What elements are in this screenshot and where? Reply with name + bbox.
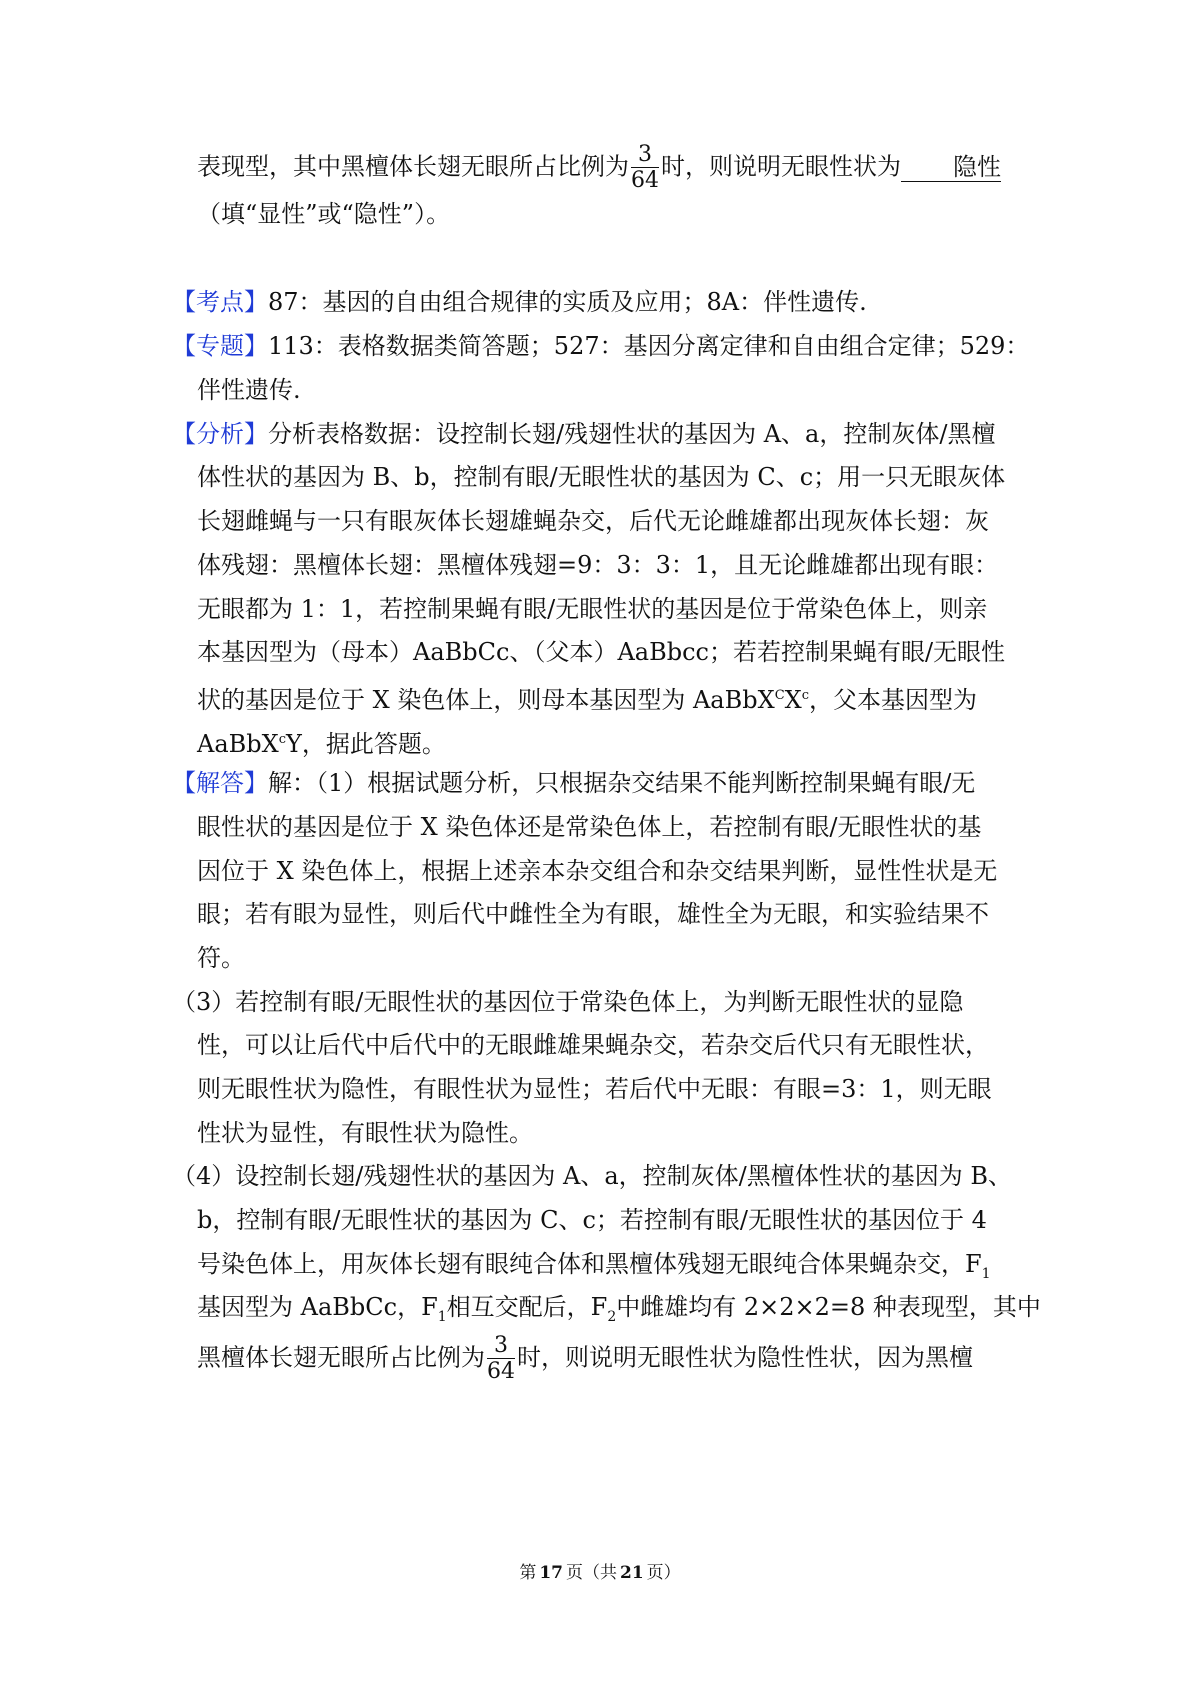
text-line <box>197 1293 1041 1331</box>
text-segment: 时，则说明无眼性状为隐性性状，因为黑檀 <box>517 1343 973 1372</box>
text-segment: 时，则说明无眼性状为 <box>661 152 901 181</box>
page-footer <box>0 1561 1200 1585</box>
fenxi-tag: 【分析】 <box>172 420 268 448</box>
text-line <box>197 726 446 758</box>
superscript: C <box>774 688 785 703</box>
text-segment: 状的基因是位于 X 染色体上，则母本基因型为 AaBbX <box>197 686 775 714</box>
text-line <box>197 1335 973 1383</box>
jieda-text: 解：（1）根据试题分析，只根据杂交结果不能判断控制果蝇有眼/无 <box>268 769 976 797</box>
fraction-numerator: 3 <box>631 144 659 168</box>
zhuanti-tag: 【专题】 <box>172 332 268 360</box>
text-segment: 相互交配后，F <box>446 1293 608 1321</box>
subscript: 2 <box>607 1308 617 1325</box>
text-line: 无眼都为 1：1，若控制果蝇有眼/无眼性状的基因是位于常染色体上，则亲 <box>197 595 988 623</box>
text-line: 本基因型为（母本）AaBbCc、（父本）AaBbcc；若若控制果蝇有眼/无眼性 <box>197 638 1006 666</box>
text-line: 则无眼性状为隐性，有眼性状为显性；若后代中无眼：有眼=3：1，则无眼 <box>197 1075 992 1103</box>
fraction <box>631 144 659 192</box>
fraction <box>487 1335 515 1383</box>
superscript: c <box>801 688 810 703</box>
jieda-line <box>172 769 975 797</box>
text-line: 眼性状的基因是位于 X 染色体还是常染色体上，若控制有眼/无眼性状的基 <box>197 813 982 841</box>
fraction-denominator: 64 <box>487 1359 515 1384</box>
text-segment: ，父本基因型为 <box>809 686 978 714</box>
answer-blank: 隐性 <box>901 153 1001 182</box>
text-line: 性，可以让后代中后代中的无眼雌雄果蝇杂交，若杂交后代只有无眼性状， <box>197 1031 989 1059</box>
fenxi-line <box>172 420 995 448</box>
text-line: 眼；若有眼为显性，则后代中雌性全为有眼，雄性全为无眼，和实验结果不 <box>197 900 989 928</box>
text-line <box>197 1250 991 1288</box>
text-line: 符。 <box>197 944 245 972</box>
text-line: b，控制有眼/无眼性状的基因为 C、c；若控制有眼/无眼性状的基因位于 4 <box>197 1206 987 1234</box>
footer-middle: 页（共 <box>566 1563 617 1583</box>
fraction-denominator: 64 <box>631 168 659 193</box>
text-segment: AaBbX <box>197 730 279 758</box>
text-line: 伴性遗传. <box>197 376 301 404</box>
text-line: 体残翅：黑檀体长翅：黑檀体残翅=9：3：3：1，且无论雌雄都出现有眼： <box>197 551 999 579</box>
text-segment: 黑檀体长翅无眼所占比例为 <box>197 1343 485 1372</box>
text-line: （填“显性”或“隐性”）。 <box>197 200 451 228</box>
text-line: 体性状的基因为 B、b，控制有眼/无眼性状的基因为 C、c；用一只无眼灰体 <box>197 463 1006 491</box>
text-segment: 基因型为 AaBbCc，F <box>197 1293 438 1321</box>
footer-suffix: 页） <box>646 1563 681 1583</box>
zhuanti-text: 113：表格数据类简答题；527：基因分离定律和自由组合定律；529： <box>268 332 1030 360</box>
kaodian-line <box>172 288 867 316</box>
text-line: （4）设控制长翅/残翅性状的基因为 A、a，控制灰体/黑檀体性状的基因为 B、 <box>172 1162 1012 1190</box>
current-page-number: 17 <box>539 1563 563 1583</box>
kaodian-text: 87：基因的自由组合规律的实质及应用；8A：伴性遗传. <box>268 288 867 316</box>
text-segment: X <box>784 686 802 714</box>
fraction-numerator: 3 <box>487 1335 515 1359</box>
zhuanti-line <box>172 332 1029 360</box>
fenxi-text: 分析表格数据：设控制长翅/残翅性状的基因为 A、a，控制灰体/黑檀 <box>268 420 996 448</box>
footer-prefix: 第 <box>519 1563 537 1583</box>
superscript: c <box>278 732 287 747</box>
jieda-tag: 【解答】 <box>172 769 268 797</box>
kaodian-tag: 【考点】 <box>172 288 268 316</box>
text-line <box>197 144 1001 192</box>
subscript: 1 <box>981 1265 991 1282</box>
text-segment: 号染色体上，用灰体长翅有眼纯合体和黑檀体残翅无眼纯合体果蝇杂交，F <box>197 1250 982 1278</box>
subscript: 1 <box>437 1308 447 1325</box>
text-line: 性状为显性，有眼性状为隐性。 <box>197 1119 533 1147</box>
total-page-number: 21 <box>620 1563 644 1583</box>
text-line: （3）若控制有眼/无眼性状的基因位于常染色体上，为判断无眼性状的显隐 <box>172 988 964 1016</box>
text-segment: 表现型，其中黑檀体长翅无眼所占比例为 <box>197 152 629 181</box>
text-segment: 中雌雄均有 2×2×2=8 种表现型，其中 <box>616 1293 1041 1321</box>
text-line: 因位于 X 染色体上，根据上述亲本杂交组合和杂交结果判断，显性性状是无 <box>197 857 998 885</box>
text-line <box>197 682 977 714</box>
text-line: 长翅雌蝇与一只有眼灰体长翅雄蝇杂交，后代无论雌雄都出现灰体长翅：灰 <box>197 507 989 535</box>
text-segment: Y，据此答题。 <box>286 730 446 758</box>
